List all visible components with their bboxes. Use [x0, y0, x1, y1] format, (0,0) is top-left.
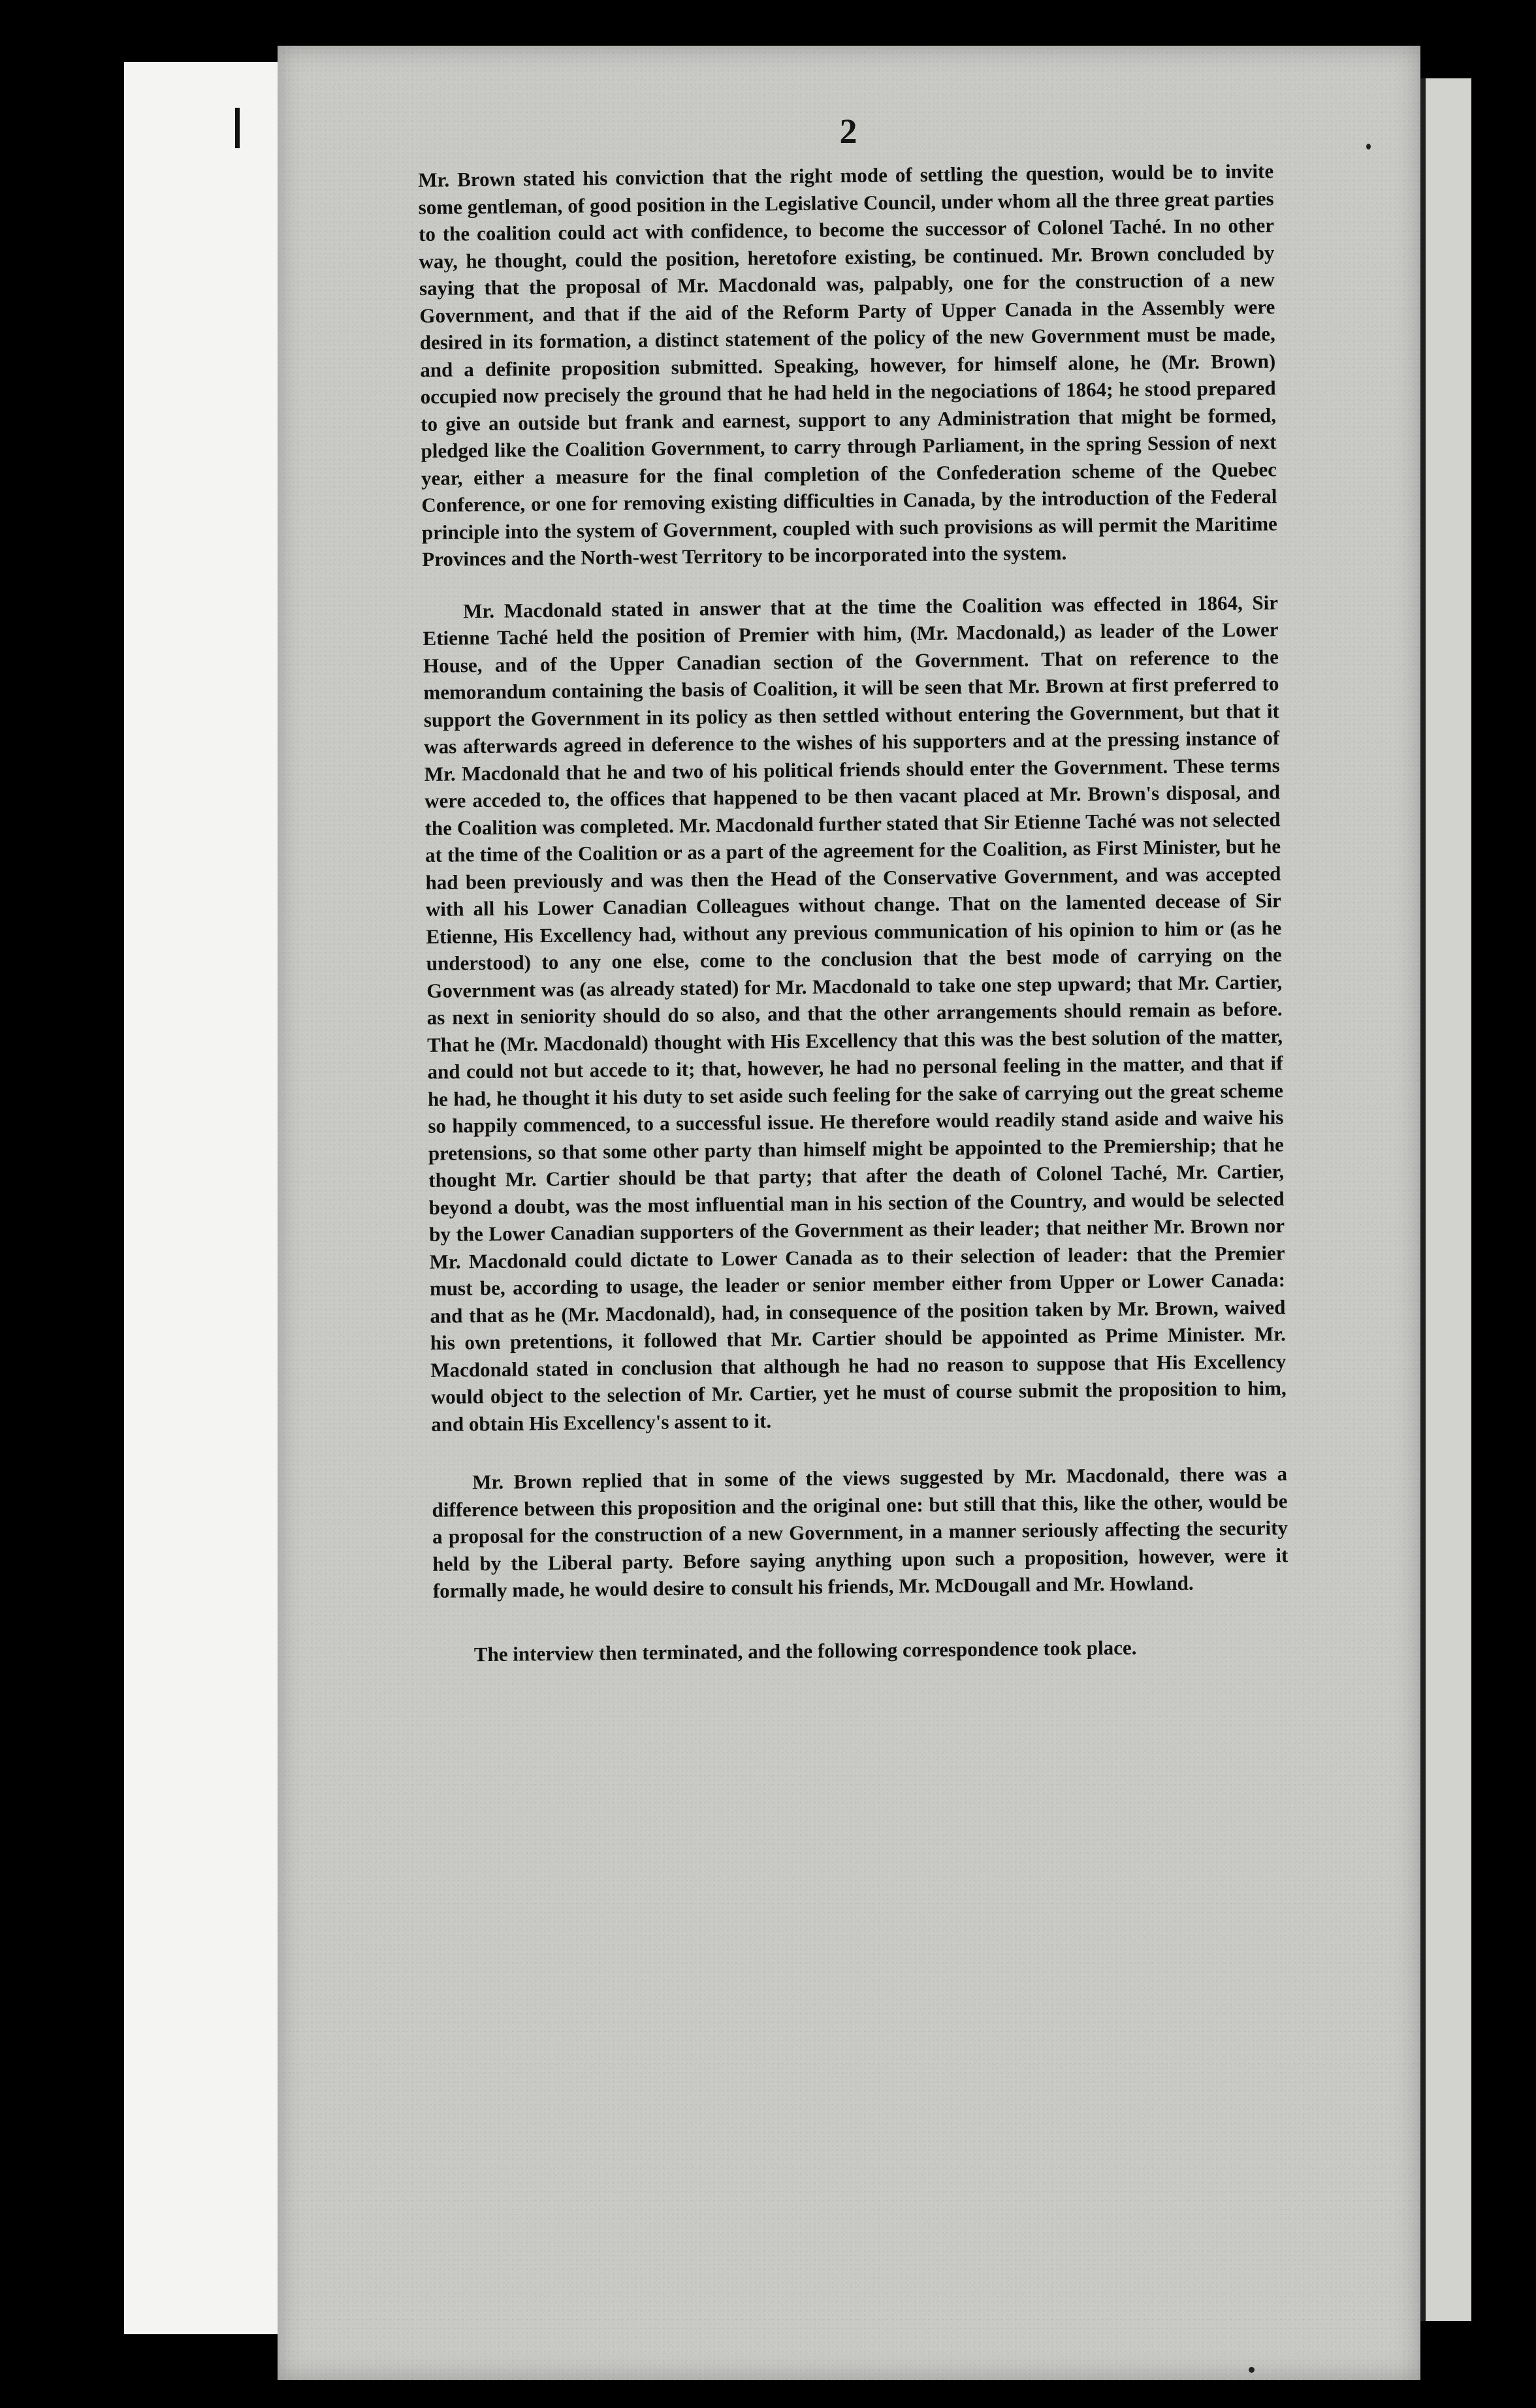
document-page: [278, 46, 1420, 2380]
paragraph-brown-conviction: Mr. Brown stated his conviction that the right mode of settling the question, would be to invite some gentleman, of good position in the Legislative Council, under whom all the three great parties to the coalition could act with confidence, to become the successor of Colonel Taché. In no other way, he thought, could the position, heretofore existing, be continued. Mr. Brown concluded by saying that the proposal of Mr. Macdonald was, palpably, one for the construction of a new Government, and that if the aid of the Reform Party of Upper Canada in the Assembly were desired in its formation, a distinct statement of the policy of the new Government must be made, and a definite proposition submitted. Speaking, however, for himself alone, he (Mr. Brown) occupied now precisely the ground that he had held in the negociations of 1864; he stood prepared to give an outside but frank and earnest, support to any Administration that might be formed, pledged like the Coalition Government, to carry through Parliament, in the spring Session of next year, either a measure for the final completion of the Confederation scheme of the Quebec Conference, or one for removing existing difficulties in Canada, by the introduction of the Federal principle into the system of Government, coupled with such provisions as will permit the Maritime Provinces and the North-west Territory to be incorporated into the system.: [418, 159, 1277, 571]
paragraph-interview-terminated: The interview then terminated, and the following correspondence took place.: [473, 1636, 1137, 1666]
body-text: [418, 157, 1289, 1668]
adjacent-page-right: [1420, 78, 1471, 2321]
page-number: 2: [839, 112, 859, 151]
margin-mark: [235, 108, 240, 148]
ink-speck: [1366, 144, 1371, 150]
ink-speck: [1249, 2367, 1255, 2373]
adjacent-page-left: [124, 62, 278, 2334]
paragraph-brown-reply: Mr. Brown replied that in some of the views suggested by Mr. Macdonald, there was a difference between this proposition and the original one: but still that this, like the other, would be a proposal for the construction of a new Government, in a manner seriously affecting the security held by the Liberal party. Before saying anything upon such a proposition, however, were it formally made, he would desire to consult his friends, Mr. McDougall and Mr. Howland.: [432, 1462, 1288, 1602]
paragraph-macdonald-answer: Mr. Macdonald stated in answer that at the time the Coalition was effected in 1864, Sir Etienne Taché held the position of Premier with him, (Mr. Macdonald,) as leader of the Lower House, and of the Upper Canadian section of the Government. That on reference to the memorandum containing the basis of Coalition, it will be seen that Mr. Brown at first preferred to support the Government in its policy as then settled without entering the Government, but that it was afterwards agreed in deference to the wishes of his supporters and at the pressing instance of Mr. Macdonald that he and two of his political friends should enter the Government. These terms were acceded to, the offices that happened to be then vacant placed at Mr. Brown's disposal, and the Coalition was completed. Mr. Macdonald further stated that Sir Etienne Taché was not selected at the time of the Coalition or as a part of the agreement for the Coalition, as First Minister, but he had been previously and was then the Head of the Conservative Government, and was accepted with all his Lower Canadian Colleagues without change. That on the lamented decease of Sir Etienne, His Excellency had, without any previous communication of his opinion to him or (as he understood) to any one else, come to the conclusion that the best mode of carrying on the Government was (as already stated) for Mr. Macdonald to take one step upward; that Mr. Cartier, as next in seniority should do so also, and that the other arrangements should remain as before. That he (Mr. Macdonald) thought with His Excellency that this was the best solution of the matter, and could not but accede to it; that, however, he had no personal feeling in the matter, and that if he had, he thought it his duty to set aside such feeling for the sake of carrying out the great scheme so happily commenced, to a successful issue. He therefore would readily stand aside and waive his pretensions, so that some other party than himself might be appointed to the Premiership; that he thought Mr. Cartier should be that party; that after the death of Colonel Taché, Mr. Cartier, beyond a doubt, was the most influential man in his section of the Country, and would be selected by the Lower Canadian supporters of the Government as their leader; that neither Mr. Brown nor Mr. Macdonald could dictate to Lower Canada as to their selection of leader: that the Premier must be, according to usage, the leader or senior member either from Upper or Lower Canada: and that as he (Mr. Macdonald), had, in consequence of the position taken by Mr. Brown, waived his own pretentions, it followed that Mr. Cartier should be appointed as Prime Minister. Mr. Macdonald stated in conclusion that although he had no reason to suppose that His Excellency would object to the selection of Mr. Cartier, yet he must of course submit the proposition to him, and obtain His Excellency's assent to it.: [423, 590, 1287, 1436]
